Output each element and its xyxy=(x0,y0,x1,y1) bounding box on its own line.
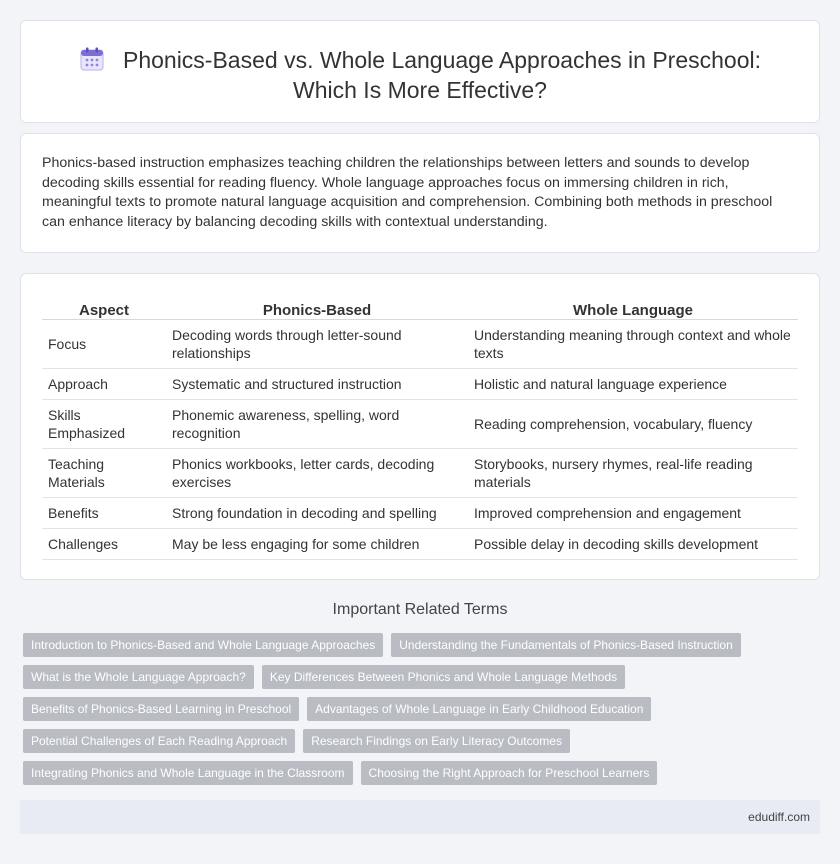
title-line-1: Phonics-Based vs. Whole Language Approaches in Preschool: xyxy=(122,47,761,73)
related-term-tag[interactable]: Research Findings on Early Literacy Outcomes xyxy=(303,729,570,753)
intro-card xyxy=(20,133,820,253)
cell-whole-language: Improved comprehension and engagement xyxy=(468,498,798,529)
related-term-tag[interactable]: Key Differences Between Phonics and Whole Language Methods xyxy=(262,665,625,689)
cell-phonics: Phonemic awareness, spelling, word recognition xyxy=(166,400,468,449)
table-row xyxy=(42,449,798,498)
related-term-tag[interactable]: Choosing the Right Approach for Preschool Learners xyxy=(361,761,658,785)
cell-aspect: Focus xyxy=(42,320,166,369)
related-terms-heading: Important Related Terms xyxy=(332,601,508,618)
cell-aspect: Teaching Materials xyxy=(42,449,166,498)
cell-whole-language: Reading comprehension, vocabulary, fluency xyxy=(468,400,798,449)
cell-aspect: Challenges xyxy=(42,529,166,560)
table-row xyxy=(42,529,798,560)
cell-aspect: Approach xyxy=(42,369,166,400)
related-terms-list xyxy=(23,633,803,793)
related-term-tag[interactable]: What is the Whole Language Approach? xyxy=(23,665,254,689)
related-term-tag[interactable]: Advantages of Whole Language in Early Childhood Education xyxy=(307,697,651,721)
title-line-2: Which Is More Effective? xyxy=(293,77,547,103)
cell-phonics: May be less engaging for some children xyxy=(166,529,468,560)
calendar-icon xyxy=(79,46,105,72)
header-phonics: Phonics-Based xyxy=(166,297,468,320)
cell-whole-language: Holistic and natural language experience xyxy=(468,369,798,400)
cell-phonics: Strong foundation in decoding and spelling xyxy=(166,498,468,529)
table-header-row xyxy=(42,297,798,320)
related-term-tag[interactable]: Potential Challenges of Each Reading Approach xyxy=(23,729,295,753)
cell-whole-language: Possible delay in decoding skills development xyxy=(468,529,798,560)
table-row xyxy=(42,498,798,529)
cell-whole-language: Storybooks, nursery rhymes, real-life reading materials xyxy=(468,449,798,498)
title-card xyxy=(20,20,820,123)
cell-phonics: Phonics workbooks, letter cards, decoding exercises xyxy=(166,449,468,498)
footer xyxy=(20,800,820,834)
cell-whole-language: Understanding meaning through context and whole texts xyxy=(468,320,798,369)
footer-site-link[interactable]: edudiff.com xyxy=(748,810,810,824)
header-whole-language: Whole Language xyxy=(468,297,798,320)
related-term-tag[interactable]: Introduction to Phonics-Based and Whole Language Approaches xyxy=(23,633,383,657)
cell-phonics: Decoding words through letter-sound relationships xyxy=(166,320,468,369)
table-row xyxy=(42,400,798,449)
page-title xyxy=(21,45,819,105)
related-term-tag[interactable]: Benefits of Phonics-Based Learning in Preschool xyxy=(23,697,299,721)
comparison-table xyxy=(42,297,798,560)
related-term-tag[interactable]: Integrating Phonics and Whole Language in the Classroom xyxy=(23,761,353,785)
related-term-tag[interactable]: Understanding the Fundamentals of Phonics-Based Instruction xyxy=(391,633,741,657)
header-aspect: Aspect xyxy=(42,297,166,320)
cell-aspect: Skills Emphasized xyxy=(42,400,166,449)
cell-aspect: Benefits xyxy=(42,498,166,529)
table-row xyxy=(42,369,798,400)
cell-phonics: Systematic and structured instruction xyxy=(166,369,468,400)
comparison-card xyxy=(20,273,820,580)
intro-paragraph: Phonics-based instruction emphasizes teaching children the relationships between letters and sounds to develop decoding skills essential for reading fluency. Whole language approaches focus on immersing children in rich, meaningful texts to promote natural language acquisition and comprehension. Combining both methods in preschool can enhance literacy by balancing decoding skills with contextual understanding. xyxy=(42,155,773,230)
table-row xyxy=(42,320,798,369)
